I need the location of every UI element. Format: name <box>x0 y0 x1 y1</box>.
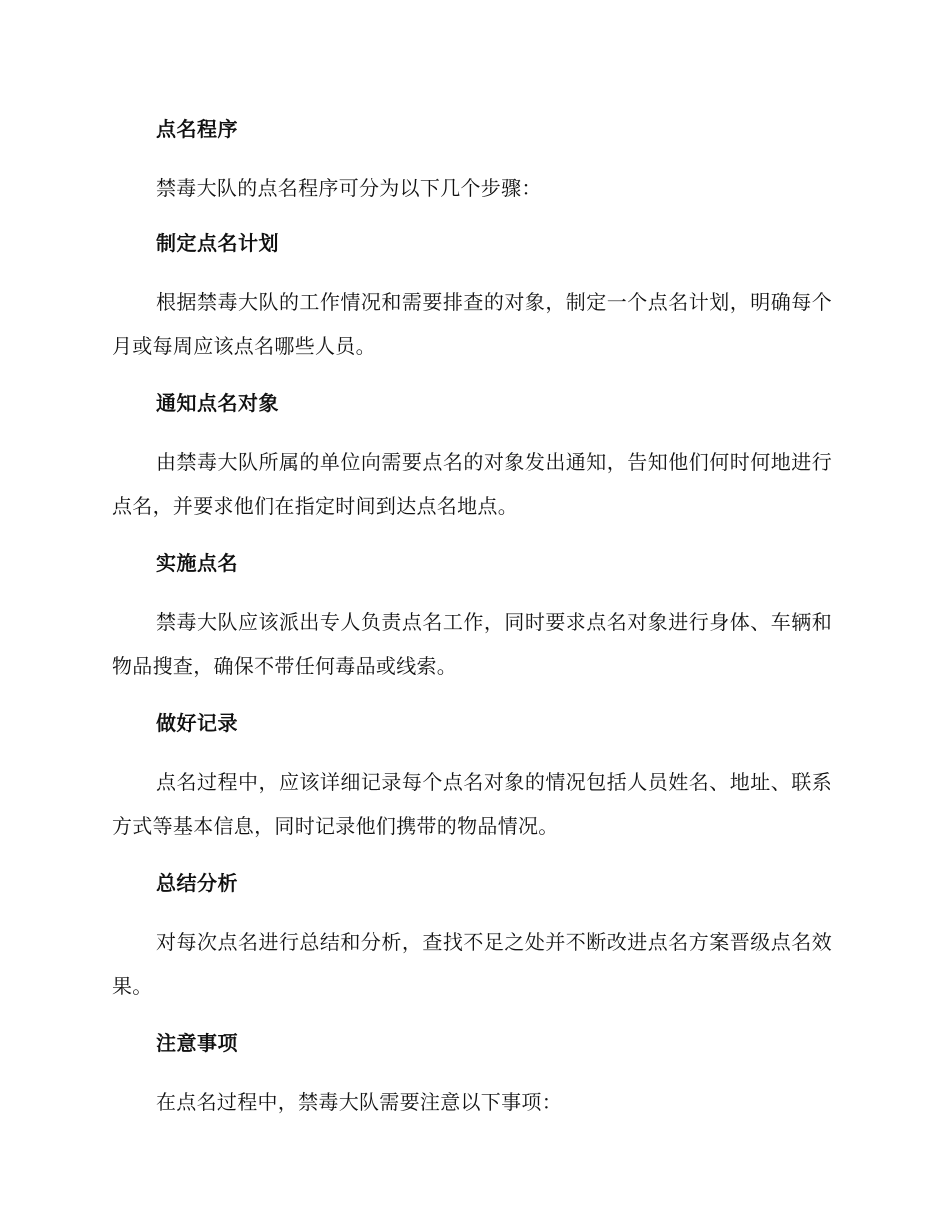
section-paragraph: 禁毒大队应该派出专人负责点名工作，同时要求点名对象进行身体、车辆和物品搜查，确保不带任何毒品或线索。 <box>112 610 832 678</box>
section-heading-precautions: 注意事项 <box>156 1031 238 1055</box>
section-paragraph: 点名过程中，应该详细记录每个点名对象的情况包括人员姓名、地址、联系方式等基本信息，同时记录他们携带的物品情况。 <box>112 770 832 838</box>
section-paragraph: 由禁毒大队所属的单位向需要点名的对象发出通知，告知他们何时何地进行点名，并要求他们在指定时间到达点名地点。 <box>112 450 832 518</box>
section-heading-conduct-roll-call: 实施点名 <box>156 551 238 575</box>
section-paragraph: 禁毒大队的点名程序可分为以下几个步骤： <box>156 176 542 200</box>
section-heading-make-plan: 制定点名计划 <box>156 231 279 255</box>
section-heading-roll-call-procedure: 点名程序 <box>156 117 238 141</box>
section-paragraph: 根据禁毒大队的工作情况和需要排查的对象，制定一个点名计划，明确每个月或每周应该点名哪些人员。 <box>112 290 832 358</box>
section-heading-keep-records: 做好记录 <box>156 711 238 735</box>
document-body <box>112 110 832 1124</box>
section-heading-summary-analysis: 总结分析 <box>156 871 238 895</box>
section-paragraph: 对每次点名进行总结和分析，查找不足之处并不断改进点名方案晋级点名效果。 <box>112 930 832 998</box>
section-paragraph: 在点名过程中，禁毒大队需要注意以下事项： <box>156 1090 562 1114</box>
section-heading-notify-targets: 通知点名对象 <box>156 391 279 415</box>
